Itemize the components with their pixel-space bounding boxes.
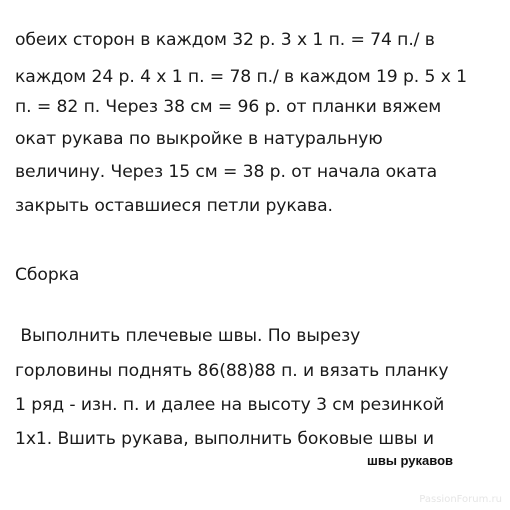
text-line-8: горловины поднять 86(88)88 п. и вязать планку bbox=[15, 361, 449, 381]
text-line-5: величину. Через 15 см = 38 р. от начала оката bbox=[15, 162, 438, 182]
section-heading: Сборка bbox=[15, 265, 80, 285]
text-line-3: п. = 82 п. Через 38 см = 96 р. от планки вяжем bbox=[15, 97, 442, 117]
text-line-2: каждом 24 р. 4 х 1 п. = 78 п./ в каждом 19 р. 5 х 1 bbox=[15, 67, 468, 87]
watermark: PassionForum.ru bbox=[419, 494, 502, 505]
text-line-1: обеих сторон в каждом 32 р. 3 х 1 п. = 74 п./ в bbox=[15, 30, 435, 50]
text-line-9: 1 ряд - изн. п. и далее на высоту 3 см резинкой bbox=[15, 395, 445, 415]
text-line-10: 1х1. Вшить рукава, выполнить боковые швы и bbox=[15, 429, 434, 449]
bold-tail-text: швы рукавов bbox=[367, 453, 454, 468]
text-line-4: окат рукава по выкройке в натуральную bbox=[15, 129, 383, 149]
text-line-7: Выполнить плечевые швы. По вырезу bbox=[15, 326, 361, 346]
text-line-6: закрыть оставшиеся петли рукава. bbox=[15, 196, 333, 216]
